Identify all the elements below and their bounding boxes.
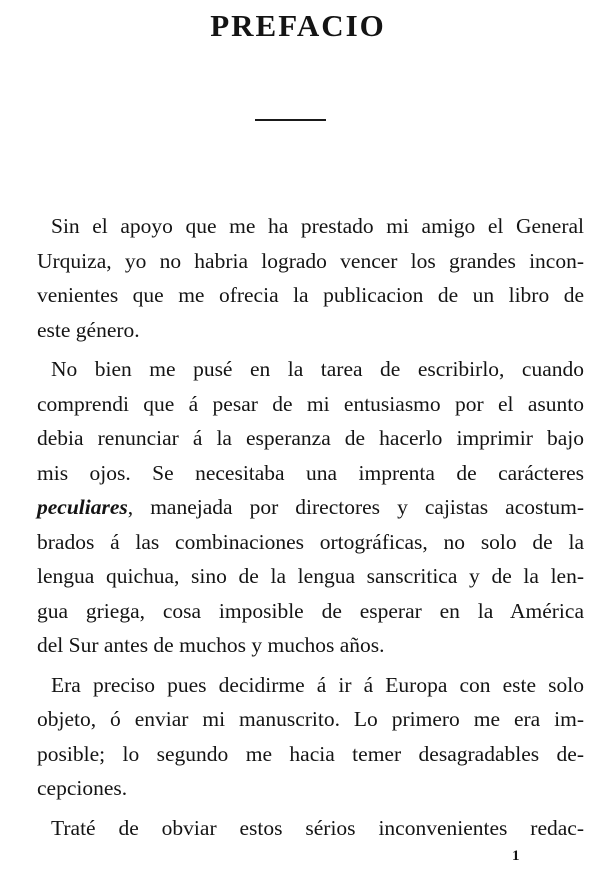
text-line: No bien me pusé en la tarea de escribirlo, cuando xyxy=(51,357,584,381)
text-line: mis ojos. Se necesitaba una imprenta de carácteres xyxy=(37,460,584,485)
title-divider xyxy=(255,119,326,121)
italic-term: peculiares xyxy=(37,495,128,519)
text-line: posible; lo segundo me hacia temer desagradables de- xyxy=(37,741,584,766)
text-line: venientes que me ofrecia la publicacion de un libro de xyxy=(37,283,584,307)
page-number: 1 xyxy=(512,848,520,864)
page-title: PREFACIO xyxy=(210,8,386,43)
text-line: brados á las combinaciones ortográficas, no solo de la xyxy=(37,529,584,554)
paragraph xyxy=(37,811,584,846)
body-text xyxy=(37,209,584,850)
text-line-with-italic: peculiares, manejada por directores y cajistas acostum- xyxy=(37,495,584,519)
text-line: debia renunciar á la esperanza de hacerlo imprimir bajo xyxy=(37,426,584,450)
text-line: comprendi que á pesar de mi entusiasmo por el asunto xyxy=(37,391,584,416)
text-line: lengua quichua, sino de la lengua sanscritica y de la len- xyxy=(37,564,584,588)
text-line: objeto, ó enviar mi manuscrito. Lo primero me era im- xyxy=(37,707,584,731)
text-line: Urquiza, yo no habria logrado vencer los grandes incon- xyxy=(37,248,584,273)
text-line: Sin el apoyo que me ha prestado mi amigo el General xyxy=(51,214,584,238)
text-line: cepciones. xyxy=(37,776,128,800)
paragraph xyxy=(37,352,584,663)
text-line: gua griega, cosa imposible de esperar en la América xyxy=(37,598,584,623)
paragraph xyxy=(37,209,584,347)
text-line: del Sur antes de muchos y muchos años. xyxy=(37,633,385,657)
text-line: este género. xyxy=(37,317,140,342)
text-line: Era preciso pues decidirme á ir á Europa con este solo xyxy=(51,672,584,697)
paragraph xyxy=(37,668,584,806)
text-line: Traté de obviar estos sérios inconvenientes redac- xyxy=(51,815,584,840)
